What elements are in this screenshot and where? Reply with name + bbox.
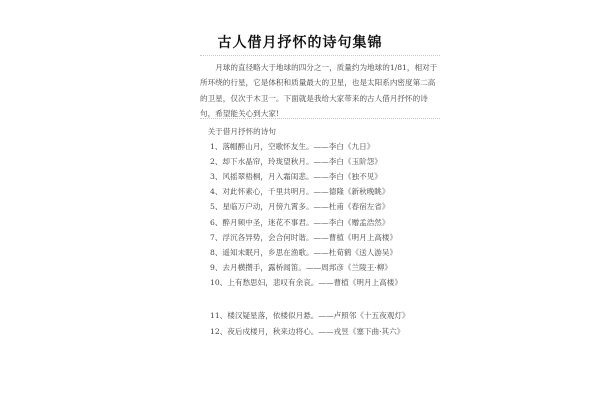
title-divider	[200, 55, 440, 56]
poem-list	[200, 139, 440, 291]
list-item: 1、落帽醉山月，空歌怀友生。——李白《九日》	[210, 141, 375, 151]
intro-paragraph: 月球的直径略大于地球的四分之一，质量约为地球的1/81，相对于所环绕的行星，它是体积和质量最大的卫星，也是太阳系内密度第二高的卫星，仅次于木卫一。下面就是我给大家带来的古人借月抒怀的诗句，希望能关心到大家!	[200, 63, 438, 119]
list-item: 4、对此怀素心，千里共明月。——德隆《新秋晚眺》	[210, 187, 390, 197]
poem-list-continued	[200, 309, 440, 339]
list-item: 9、去月横攒手，露桥闻笛。——周邦彦《兰陵王·柳》	[210, 263, 392, 273]
list-item: 12、夜后戍楼月，秋来边将心。——戎昱《塞下曲·其六》	[210, 326, 405, 336]
spacer	[0, 291, 600, 309]
list-item: 10、上有愁思妇，悲叹有余哀。——曹植《明月上高楼》	[210, 278, 402, 288]
intro-divider	[200, 118, 440, 119]
list-item: 6、醉月频中圣，迷花不事君。——李白《赠孟浩然》	[210, 217, 390, 227]
section-heading: 关于借月抒怀的诗句	[207, 126, 276, 136]
list-item: 2、却下水晶帘，玲珑望秋月。——李白《玉阶怨》	[210, 156, 382, 166]
list-item: 8、遥知未眠月，乡思在渔歌。——杜荀鹤《送人游吴》	[210, 248, 398, 258]
page-title: 古人借月抒怀的诗句集锦	[217, 35, 383, 51]
list-item: 5、星临万户动，月傍九霄多。——杜甫《春宿左省》	[210, 202, 390, 212]
list-item: 3、风摇翠梧桐，月入霜闺悲。——李白《独不见》	[210, 172, 382, 182]
list-item: 7、浮沉各异势，会合何时谐。——曹植《明月上高楼》	[210, 232, 398, 242]
list-item: 11、楼汉疑星落，依楼似月悬。——卢照邻《十五夜观灯》	[210, 310, 410, 320]
